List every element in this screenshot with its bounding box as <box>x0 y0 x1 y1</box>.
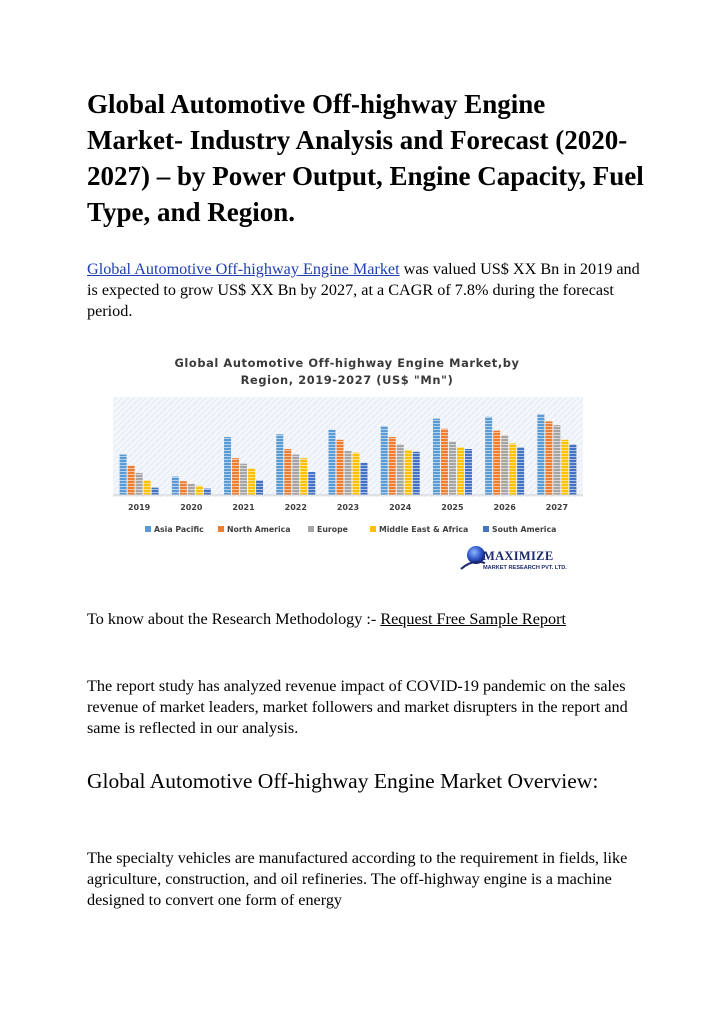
covid-paragraph: The report study has analyzed revenue impact of COVID-19 pandemic on the sales revenue of market leaders, market followers and market disrupters in the report and same is reflected in our analysis. <box>87 677 628 737</box>
x-tick-label: 2025 <box>441 503 464 512</box>
bar-middle-east-africa-2022 <box>300 458 307 495</box>
bar-south-america-2023 <box>361 463 368 495</box>
x-tick-label: 2026 <box>493 503 516 512</box>
bar-europe-2021 <box>240 464 247 495</box>
bar-middle-east-africa-2024 <box>405 450 412 495</box>
legend-label: South America <box>492 525 557 534</box>
bar-europe-2026 <box>501 435 508 495</box>
methodology-text: To know about the Research Methodology :- <box>87 610 381 628</box>
bar-middle-east-africa-2025 <box>457 447 464 495</box>
bar-asia-pacific-2027 <box>537 414 544 495</box>
overview-heading: Global Automotive Off-highway Engine Market Overview: <box>87 769 599 793</box>
x-tick-label: 2024 <box>389 503 412 512</box>
bar-europe-2020 <box>188 484 195 495</box>
bar-south-america-2025 <box>465 449 472 495</box>
bar-asia-pacific-2020 <box>172 477 179 495</box>
x-tick-label: 2019 <box>127 503 151 512</box>
bar-middle-east-africa-2021 <box>248 468 255 495</box>
bar-south-america-2024 <box>413 452 420 495</box>
x-tick-label: 2020 <box>180 503 203 512</box>
x-tick-label: 2021 <box>232 503 255 512</box>
bar-asia-pacific-2024 <box>381 426 388 495</box>
bar-europe-2024 <box>397 444 404 495</box>
bar-north-america-2023 <box>337 440 344 495</box>
bar-north-america-2021 <box>232 458 239 495</box>
legend-swatch <box>308 526 314 532</box>
bar-north-america-2025 <box>441 429 448 495</box>
x-tick-label: 2023 <box>336 503 360 512</box>
bar-south-america-2027 <box>569 444 576 495</box>
bar-asia-pacific-2022 <box>276 434 283 495</box>
legend-swatch <box>370 526 376 532</box>
bar-asia-pacific-2023 <box>329 430 336 495</box>
bar-south-america-2021 <box>256 480 263 495</box>
bar-north-america-2026 <box>493 431 500 495</box>
bar-middle-east-africa-2027 <box>561 440 568 495</box>
chart-title-line1: Global Automotive Off-highway Engine Market,by <box>174 356 520 370</box>
bar-north-america-2019 <box>128 466 135 495</box>
legend-label: Asia Pacific <box>154 525 204 534</box>
bar-europe-2023 <box>345 451 352 495</box>
intro-text: was valued US$ XX Bn in 2019 and is expected to grow US$ XX Bn by 2027, at a CAGR of 7.8% during the forecast period. <box>87 260 640 320</box>
x-tick-label: 2027 <box>545 503 569 512</box>
legend-label: Europe <box>317 525 348 534</box>
bar-europe-2027 <box>553 425 560 495</box>
legend-swatch <box>483 526 489 532</box>
bar-north-america-2020 <box>180 481 187 495</box>
bar-south-america-2020 <box>204 489 211 495</box>
bar-europe-2025 <box>449 442 456 495</box>
chart-title-line2: Region, 2019-2027 (US$ "Mn") <box>240 373 454 387</box>
bar-middle-east-africa-2019 <box>144 480 151 495</box>
bar-europe-2019 <box>136 473 143 495</box>
methodology-paragraph <box>87 609 647 630</box>
bar-asia-pacific-2021 <box>224 437 231 495</box>
logo-name: MAXIMIZE <box>483 549 554 563</box>
bar-middle-east-africa-2023 <box>353 453 360 495</box>
request-sample-link[interactable]: Request Free Sample Report <box>380 610 566 628</box>
market-link[interactable]: Global Automotive Off-highway Engine Market <box>87 260 400 278</box>
overview-paragraph: The specialty vehicles are manufactured according to the requirement in fields, like agriculture, construction, and oil refineries. The off-highway engine is a machine designed to convert one form of energy <box>87 849 628 909</box>
legend-swatch <box>218 526 224 532</box>
intro-paragraph <box>87 259 647 322</box>
bar-south-america-2022 <box>308 472 315 495</box>
bar-south-america-2026 <box>517 447 524 495</box>
bar-middle-east-africa-2026 <box>509 443 516 495</box>
bar-asia-pacific-2019 <box>120 455 127 495</box>
bar-asia-pacific-2026 <box>485 417 492 495</box>
bar-asia-pacific-2025 <box>433 419 440 495</box>
bar-south-america-2019 <box>152 488 159 495</box>
legend-label: North America <box>227 525 291 534</box>
bar-north-america-2027 <box>545 421 552 495</box>
x-tick-label: 2022 <box>284 503 307 512</box>
bar-north-america-2022 <box>284 449 291 495</box>
maximize-logo <box>460 541 595 577</box>
bar-north-america-2024 <box>389 437 396 495</box>
bar-europe-2022 <box>292 455 299 495</box>
legend-label: Middle East & Africa <box>379 525 469 534</box>
bar-middle-east-africa-2020 <box>196 486 203 495</box>
legend-swatch <box>145 526 151 532</box>
document-title: Global Automotive Off-highway Engine Market- Industry Analysis and Forecast (2020-2027) – by Power Output, Engine Capacity, Fuel Type, and Region. <box>87 89 644 227</box>
logo-subtitle: MARKET RESEARCH PVT. LTD. <box>483 565 567 571</box>
